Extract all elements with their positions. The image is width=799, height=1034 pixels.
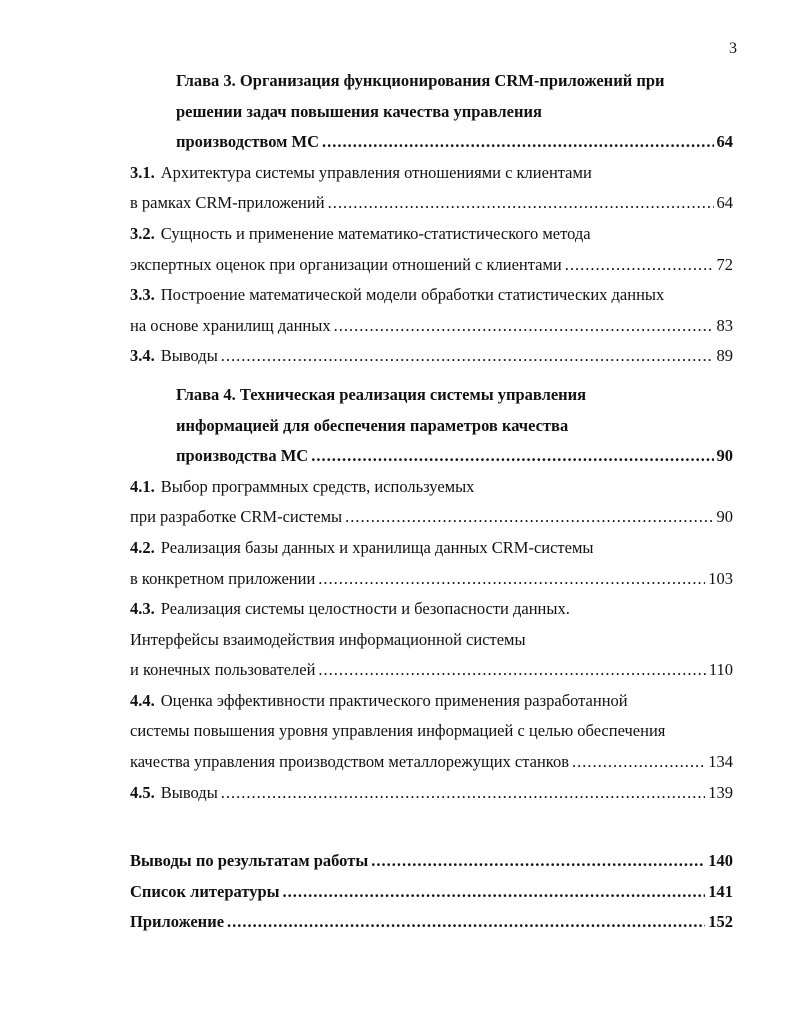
page-ref: 103 [708, 568, 733, 588]
toc-entry-4-2 [130, 533, 733, 564]
page-ref: 83 [716, 315, 733, 335]
chapter3-title-line-3: производством МС ..... 64 [130, 127, 733, 158]
page-ref: 64 [716, 193, 733, 213]
section-number: 4.4. [130, 690, 155, 710]
dot-leader [221, 778, 705, 809]
table-of-contents [130, 66, 733, 938]
section-title: Приложение [130, 912, 225, 932]
toc-entry-4-1 [130, 472, 733, 503]
page-ref: 152 [708, 912, 733, 932]
chapter4-title-line-1: Глава 4. Техническая реализация системы управления [176, 384, 587, 404]
dot-leader [371, 846, 705, 877]
section-number: 4.2. [130, 537, 155, 557]
toc-entry-4-5 [130, 778, 733, 809]
dot-leader [221, 341, 714, 372]
dot-leader [565, 250, 714, 281]
toc-entry-references [130, 877, 733, 908]
section-title: и конечных пользователей [130, 660, 316, 680]
page-ref: 140 [708, 851, 733, 871]
section-title: качества управления производством металлорежущих станков [130, 752, 570, 772]
dot-leader [318, 655, 705, 686]
page-ref: 64 [716, 132, 733, 152]
section-title: Выводы [160, 346, 218, 366]
dot-leader [334, 311, 714, 342]
page-ref: 134 [708, 752, 733, 772]
section-title: Выводы по результатам работы [130, 851, 369, 871]
section-title: Сущность и применение математико-статистического метода [160, 223, 591, 243]
toc-entry-conclusions [130, 846, 733, 877]
page-ref: 110 [708, 660, 733, 680]
toc-entry-3-2 [130, 219, 733, 250]
page-ref: 90 [716, 507, 733, 527]
section-number: 3.1. [130, 162, 155, 182]
dot-leader [328, 188, 714, 219]
dot-leader [345, 502, 713, 533]
toc-entry-3-3-cont [130, 311, 733, 342]
toc-entry-3-4 [130, 341, 733, 372]
section-title: Интерфейсы взаимодействия информационной системы [130, 629, 526, 649]
toc-entry-4-2-cont [130, 564, 733, 595]
toc-entry-4-3 [130, 594, 733, 625]
chapter3-title-line-1: Глава 3. Организация функционирования CRM-приложений при [176, 71, 665, 90]
page-ref: 90 [716, 446, 733, 466]
section-number: 3.2. [130, 223, 155, 243]
page-ref: 139 [708, 782, 733, 802]
section-title: Оценка эффективности практического применения разработанной [160, 690, 628, 710]
dot-leader [322, 127, 713, 158]
section-number: 4.1. [130, 476, 155, 496]
section-title: Реализация базы данных и хранилища данных CRM-системы [160, 537, 594, 557]
section-title: в конкретном приложении [130, 568, 316, 588]
dot-leader [311, 441, 713, 472]
toc-entry-4-4 [130, 686, 733, 717]
dot-leader [318, 564, 705, 595]
section-title: на основе хранилищ данных [130, 315, 331, 335]
toc-entry-3-1 [130, 158, 733, 189]
section-title: экспертных оценок при организации отношений с клиентами [130, 254, 562, 274]
toc-entry-4-4-cont-2 [130, 747, 733, 778]
section-number: 4.3. [130, 599, 155, 619]
page-ref: 141 [708, 881, 733, 901]
section-title: Построение математической модели обработки статистических данных [160, 285, 665, 305]
toc-entry-4-3-cont-1 [130, 625, 733, 656]
chapter4-title-line-2: информацией для обеспечения параметров качества [176, 415, 569, 435]
section-number: 3.4. [130, 346, 155, 366]
section-title: Список литературы [130, 881, 280, 901]
section-title: Выбор программных средств, используемых [160, 476, 475, 496]
section-title: Реализация системы целостности и безопасности данных. [160, 599, 570, 619]
toc-entry-appendix [130, 907, 733, 938]
chapter3-title-line-2: решении задач повышения качества управления [176, 101, 542, 121]
toc-entry-3-3 [130, 280, 733, 311]
section-title: Выводы [160, 782, 218, 802]
toc-entry-4-1-cont [130, 502, 733, 533]
section-title: при разработке CRM-системы [130, 507, 343, 527]
page-ref: 89 [716, 346, 733, 366]
section-title: системы повышения уровня управления информацией с целью обеспечения [130, 721, 666, 741]
dot-leader [227, 907, 705, 938]
toc-entry-3-1-cont [130, 188, 733, 219]
dot-leader [572, 747, 705, 778]
toc-entry-4-4-cont-1 [130, 716, 733, 747]
toc-entry-3-2-cont [130, 250, 733, 281]
page-number: 3 [729, 40, 737, 57]
chapter4-title-line-3: производства МС ..... 90 [130, 441, 733, 472]
toc-entry-4-3-cont-2 [130, 655, 733, 686]
section-number: 3.3. [130, 285, 155, 305]
dot-leader [283, 877, 706, 908]
page-ref: 72 [716, 254, 733, 274]
section-number: 4.5. [130, 782, 155, 802]
section-title: Архитектура системы управления отношениями с клиентами [160, 162, 592, 182]
section-title: в рамках CRM-приложений [130, 193, 325, 213]
